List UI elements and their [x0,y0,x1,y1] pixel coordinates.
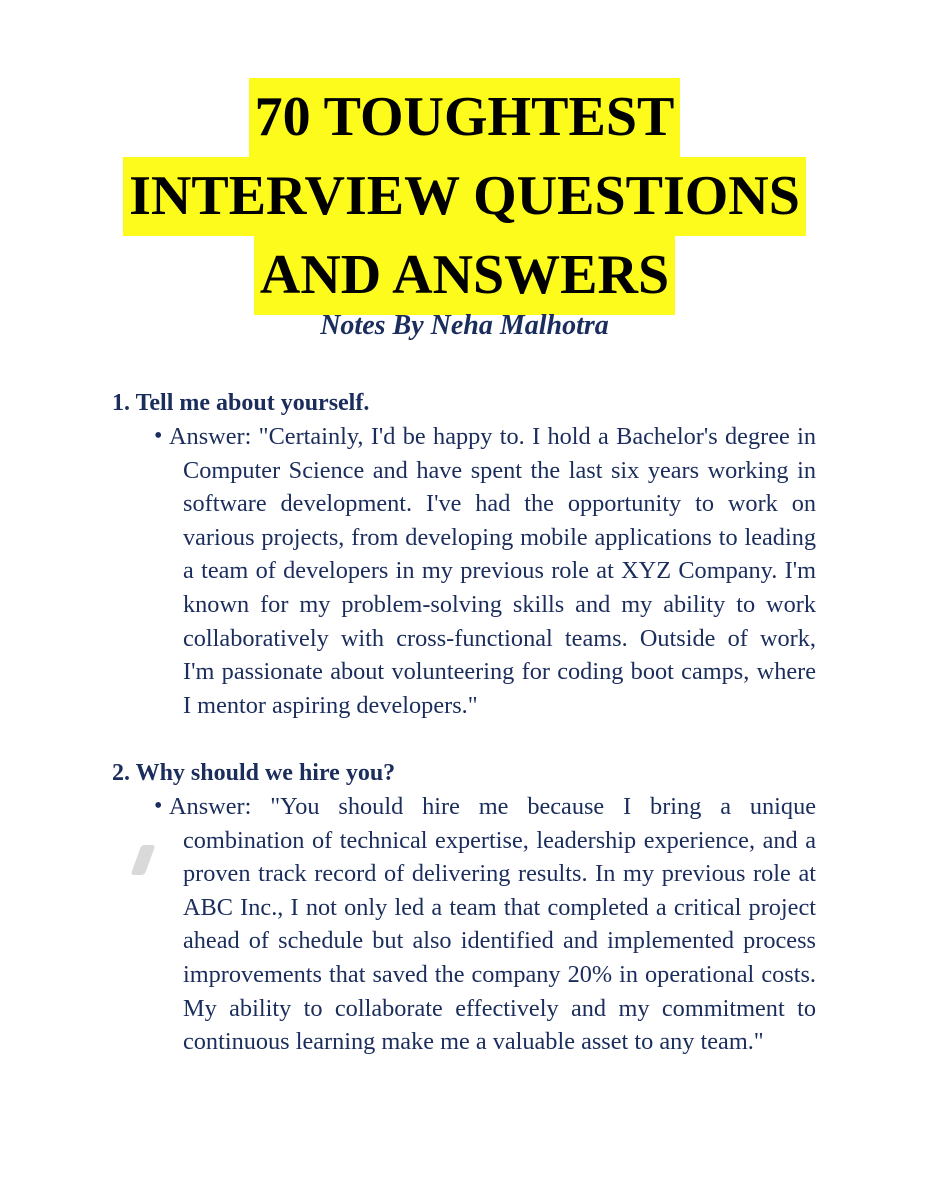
title-line-1: 70 TOUGHTEST [249,78,681,157]
question-2: 2. Why should we hire you? [112,760,396,786]
qa-item-1 [112,386,816,722]
bullet-icon: • [154,793,163,819]
page-title [0,78,929,315]
answer-label: Answer: [169,423,252,450]
bullet-icon: • [154,423,163,449]
qa-item-2 [112,756,816,1059]
subtitle-author: Notes By Neha Malhotra [320,310,609,341]
question-1: 1. Tell me about yourself. [112,390,370,416]
answer-label: Answer: [169,793,252,820]
answer-text: "Certainly, I'd be happy to. I hold a Bachelor's degree in Computer Science and have spent the last six years working in software development. I've had the opportunity to work on various projects, from developing mobile applications to leading a team of developers in my previous role at XYZ Company. I'm known for my problem-solving skills and my ability to work collaboratively with cross-functional teams. Outside of work, I'm passionate about volunteering for coding boot camps, where I mentor aspiring developers." [183,423,816,719]
title-line-3: AND ANSWERS [254,236,675,315]
answer-2 [154,790,817,1059]
answer-text: "You should hire me because I bring a unique combination of technical expertise, leadership experience, and a proven track record of delivering results. In my previous role at ABC Inc., I not only led a team that completed a critical project ahead of schedule but also identified and implemented process improvements that saved the company 20% in operational costs. My ability to collaborate effectively and my commitment to continuous learning make me a valuable asset to any team." [183,793,817,1056]
title-line-2: INTERVIEW QUESTIONS [123,157,806,236]
answer-1 [154,420,816,722]
